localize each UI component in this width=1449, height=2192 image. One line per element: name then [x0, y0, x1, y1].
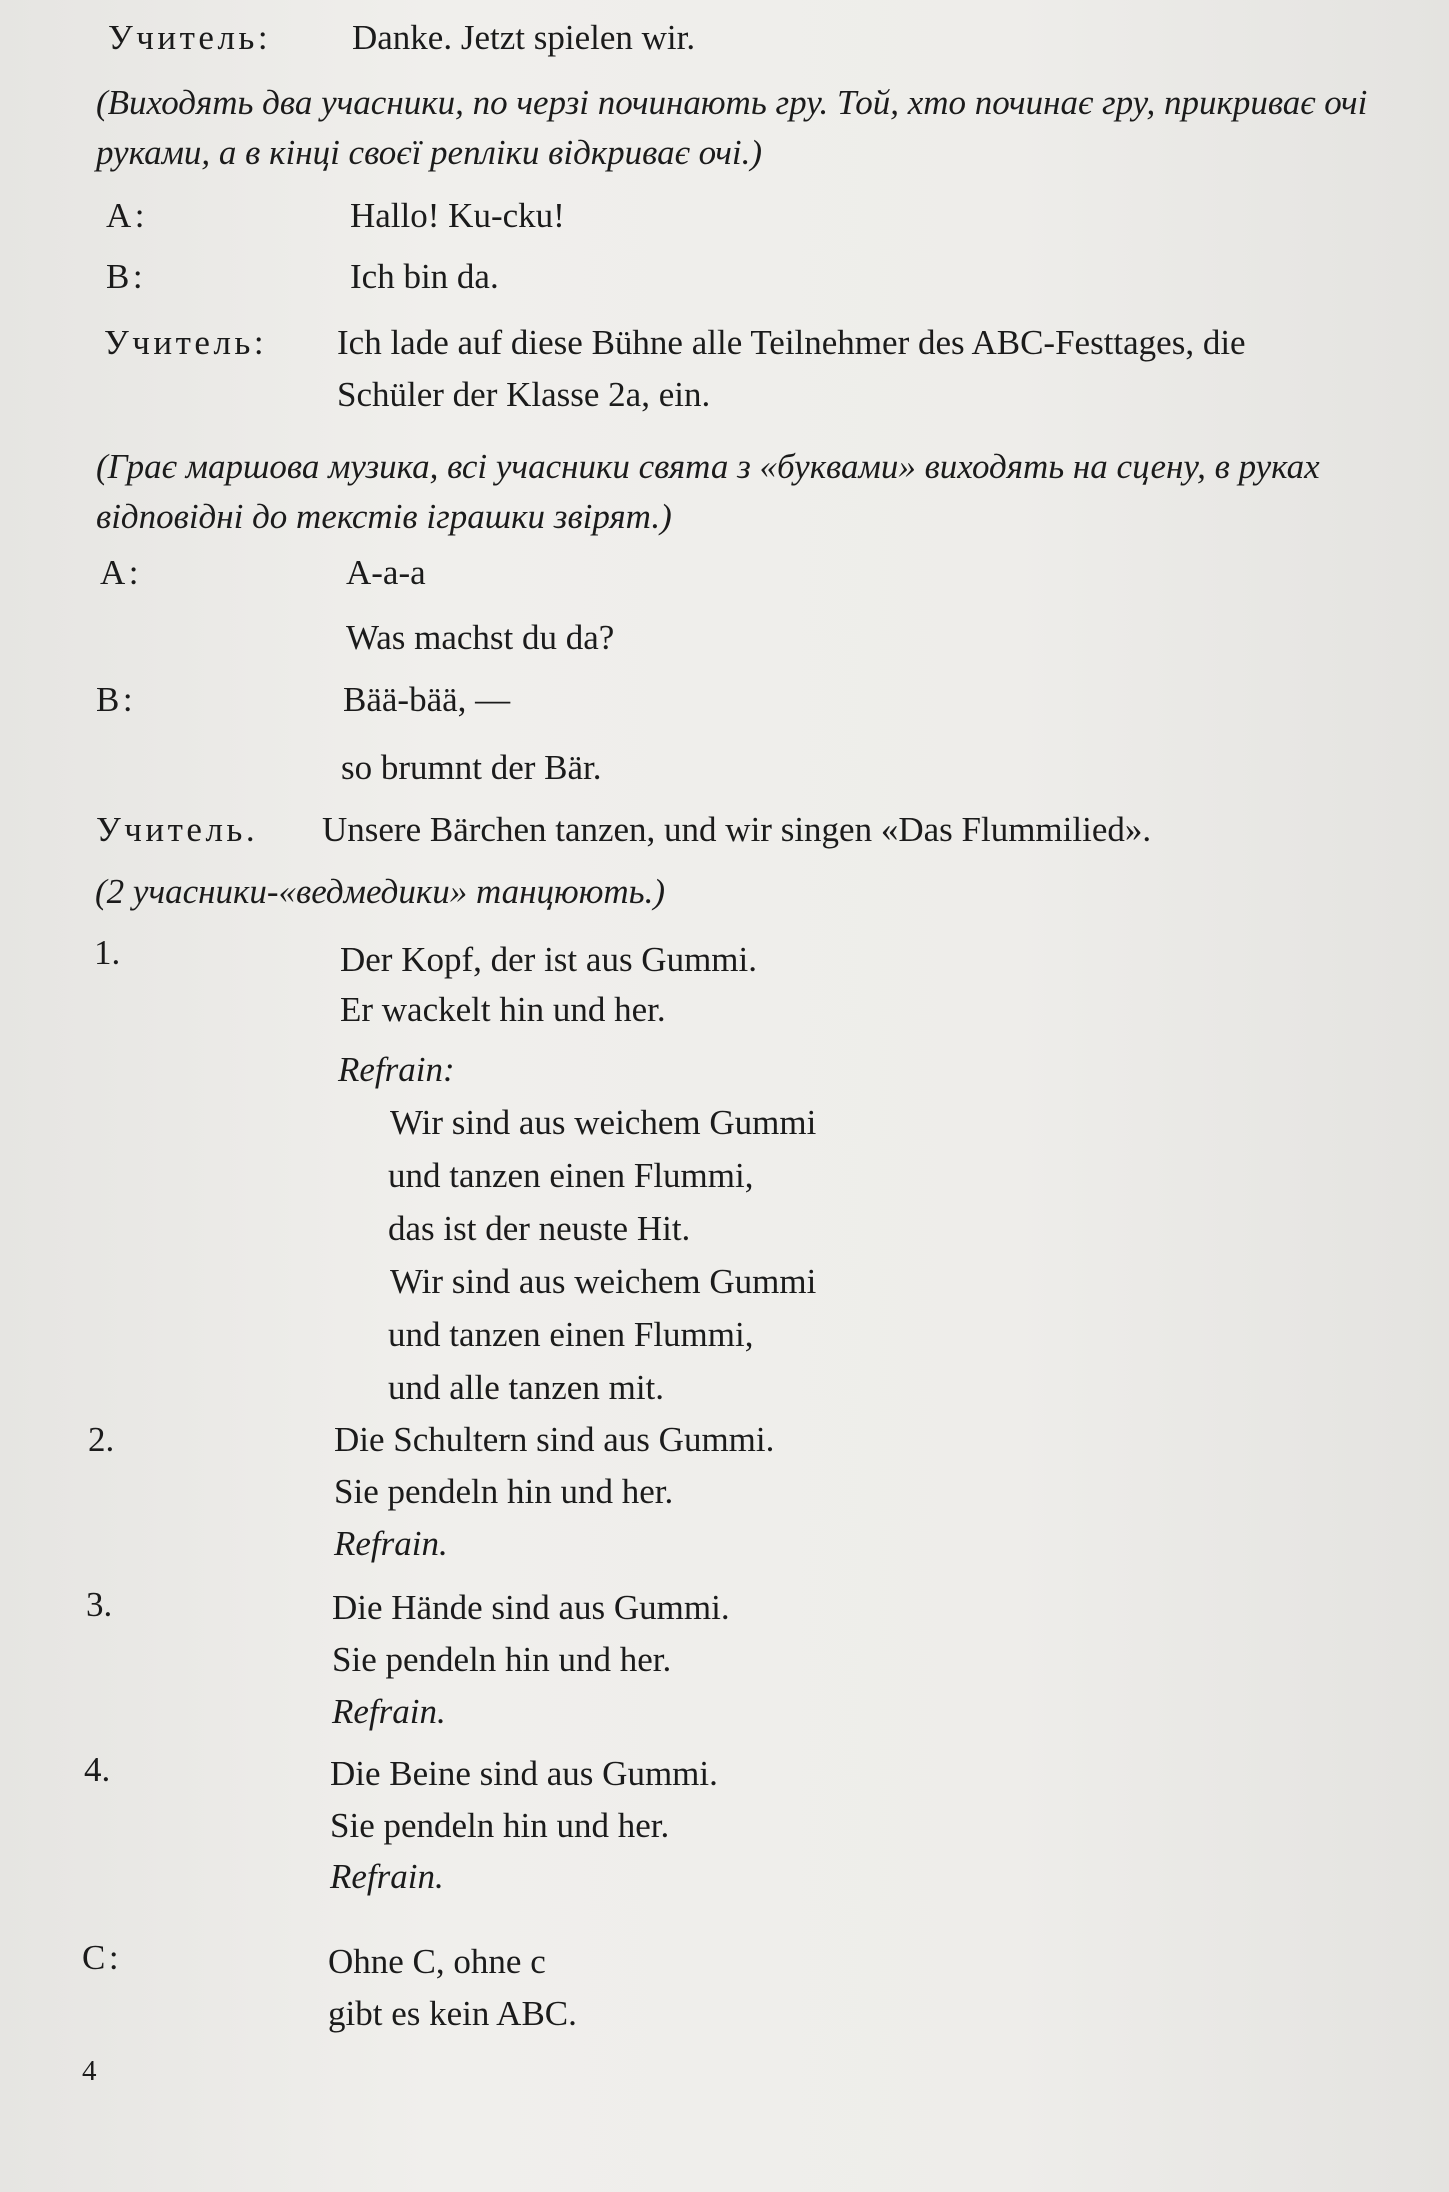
refrain-label: Refrain: [338, 1050, 455, 1089]
dialogue-line: Schüler der Klasse 2a, ein. [337, 375, 711, 414]
dialogue-line: Hallo! Ku-cku! [350, 196, 565, 235]
speaker-teacher: Учитель. [96, 810, 259, 849]
verse-number: 1. [94, 933, 121, 972]
dialogue-line: Danke. Jetzt spielen wir. [352, 18, 696, 57]
refrain-line: und tanzen einen Flummi, [388, 1315, 754, 1354]
dialogue-line: Ich bin da. [350, 257, 499, 296]
dialogue-line: Bää-bää, — [343, 680, 511, 719]
refrain-line: Wir sind aus weichem Gummi [390, 1103, 817, 1142]
refrain-line: das ist der neuste Hit. [388, 1209, 691, 1248]
speaker-c: C: [82, 1938, 123, 1977]
verse-number: 2. [88, 1420, 115, 1459]
speaker-a: A: [106, 196, 148, 235]
speaker-a: A: [100, 553, 142, 592]
stage-direction: (Виходять два учасники, по черзі починають гру. Той, хто починає гру, прикриває очі руками, а в кінці своєї репліки відкриває очі.) [96, 83, 1368, 172]
verse-line: Sie pendeln hin und her. [330, 1806, 670, 1845]
verse-line: Die Schultern sind aus Gummi. [334, 1420, 775, 1459]
dialogue-line: Ohne C, ohne c [328, 1942, 546, 1981]
refrain-line: und alle tanzen mit. [388, 1368, 665, 1407]
speaker-b: B: [106, 257, 147, 296]
speaker-teacher: Учитель: [104, 323, 268, 362]
verse-line: Sie pendeln hin und her. [332, 1640, 672, 1679]
refrain-line: und tanzen einen Flummi, [388, 1156, 754, 1195]
dialogue-line: Was machst du da? [346, 618, 615, 657]
verse-line: Die Hände sind aus Gummi. [332, 1588, 730, 1627]
verse-line: Sie pendeln hin und her. [334, 1472, 674, 1511]
dialogue-line: Ich lade auf diese Bühne alle Teilnehmer des ABC-Festtages, die [337, 323, 1246, 362]
dialogue-line: so brumnt der Bär. [341, 748, 602, 787]
stage-direction: (Грає маршова музика, всі учасники свята з «буквами» виходять на сцену, в руках відповідні до текстів іграшки звірят.) [96, 447, 1320, 536]
refrain-label: Refrain. [332, 1692, 446, 1731]
verse-number: 3. [86, 1585, 113, 1624]
verse-line: Die Beine sind aus Gummi. [330, 1754, 718, 1793]
refrain-label: Refrain. [330, 1857, 444, 1896]
page-number: 4 [82, 2055, 97, 2087]
verse-line: Er wackelt hin und her. [340, 990, 666, 1029]
dialogue-line: gibt es kein ABC. [328, 1994, 577, 2033]
dialogue-line: Unsere Bärchen tanzen, und wir singen «Das Flummilied». [322, 810, 1152, 849]
refrain-line: Wir sind aus weichem Gummi [390, 1262, 817, 1301]
dialogue-line: A-a-a [346, 553, 426, 592]
refrain-label: Refrain. [334, 1524, 448, 1563]
verse-line: Der Kopf, der ist aus Gummi. [340, 940, 758, 979]
speaker-teacher: Учитель: [108, 18, 272, 57]
verse-number: 4. [84, 1750, 111, 1789]
speaker-b: B: [96, 680, 137, 719]
stage-direction: (2 учасники-«ведмедики» танцюють.) [95, 872, 665, 911]
